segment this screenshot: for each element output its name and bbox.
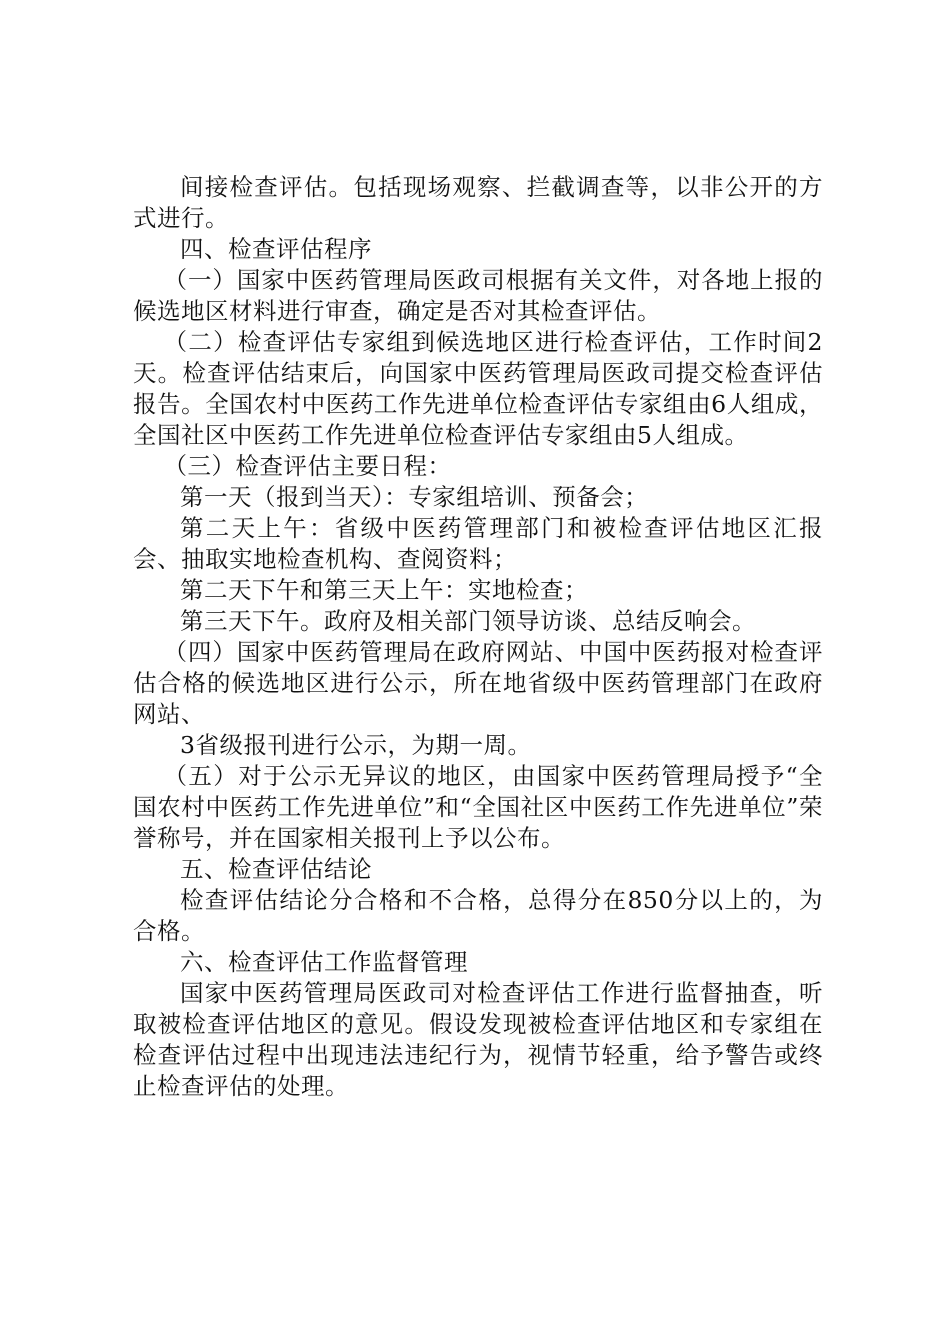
paragraph-step-2: （二）检查评估专家组到候选地区进行检查评估，工作时间2天。检查评估结束后，向国家中医药管理局医政司提交检查评估报告。全国农村中医药工作先进单位检查评估专家组由6人组成，全国社区中医药工作先进单位检查评估专家组由5人组成。 <box>133 328 823 449</box>
paragraph-step-1: （一）国家中医药管理局医政司根据有关文件，对各地上报的候选地区材料进行审查，确定是否对其检查评估。 <box>133 266 823 325</box>
paragraph-supervision: 国家中医药管理局医政司对检查评估工作进行监督抽查，听取被检查评估地区的意见。假设发现被检查评估地区和专家组在检查评估过程中出现违法违纪行为，视情节轻重，给予警告或终止检查评估的处理。 <box>133 979 823 1100</box>
paragraph-step-3: （三）检查评估主要日程： <box>163 452 452 480</box>
schedule-day-1: 第一天（报到当天）：专家组培训、预备会； <box>180 483 649 511</box>
schedule-day-2-morning: 第二天上午：省级中医药管理部门和被检查评估地区汇报会、抽取实地检查机构、查阅资料； <box>133 514 823 573</box>
heading-section-5: 五、检查评估结论 <box>180 855 372 883</box>
heading-section-4: 四、检查评估程序 <box>180 235 372 263</box>
paragraph-step-5: （五）对于公示无异议的地区，由国家中医药管理局授予“全国农村中医药工作先进单位”和“全国社区中医药工作先进单位”荣誉称号，并在国家相关报刊上予以公布。 <box>133 762 823 852</box>
paragraph-indirect-inspection: 间接检查评估。包括现场观察、拦截调查等，以非公开的方式进行。 <box>133 173 823 232</box>
paragraph-step-4: （四）国家中医药管理局在政府网站、中国中医药报对检查评估合格的候选地区进行公示，所在地省级中医药管理部门在政府网站、 <box>133 638 823 728</box>
paragraph-step-4-continued: 3省级报刊进行公示，为期一周。 <box>180 731 532 759</box>
heading-section-6: 六、检查评估工作监督管理 <box>180 948 468 976</box>
paragraph-conclusion: 检查评估结论分合格和不合格，总得分在850分以上的，为合格。 <box>133 886 823 945</box>
document-body <box>133 172 823 1102</box>
schedule-day-3-afternoon: 第三天下午。政府及相关部门领导访谈、总结反响会。 <box>180 607 756 635</box>
schedule-day-2-afternoon: 第二天下午和第三天上午：实地检查； <box>180 576 588 604</box>
